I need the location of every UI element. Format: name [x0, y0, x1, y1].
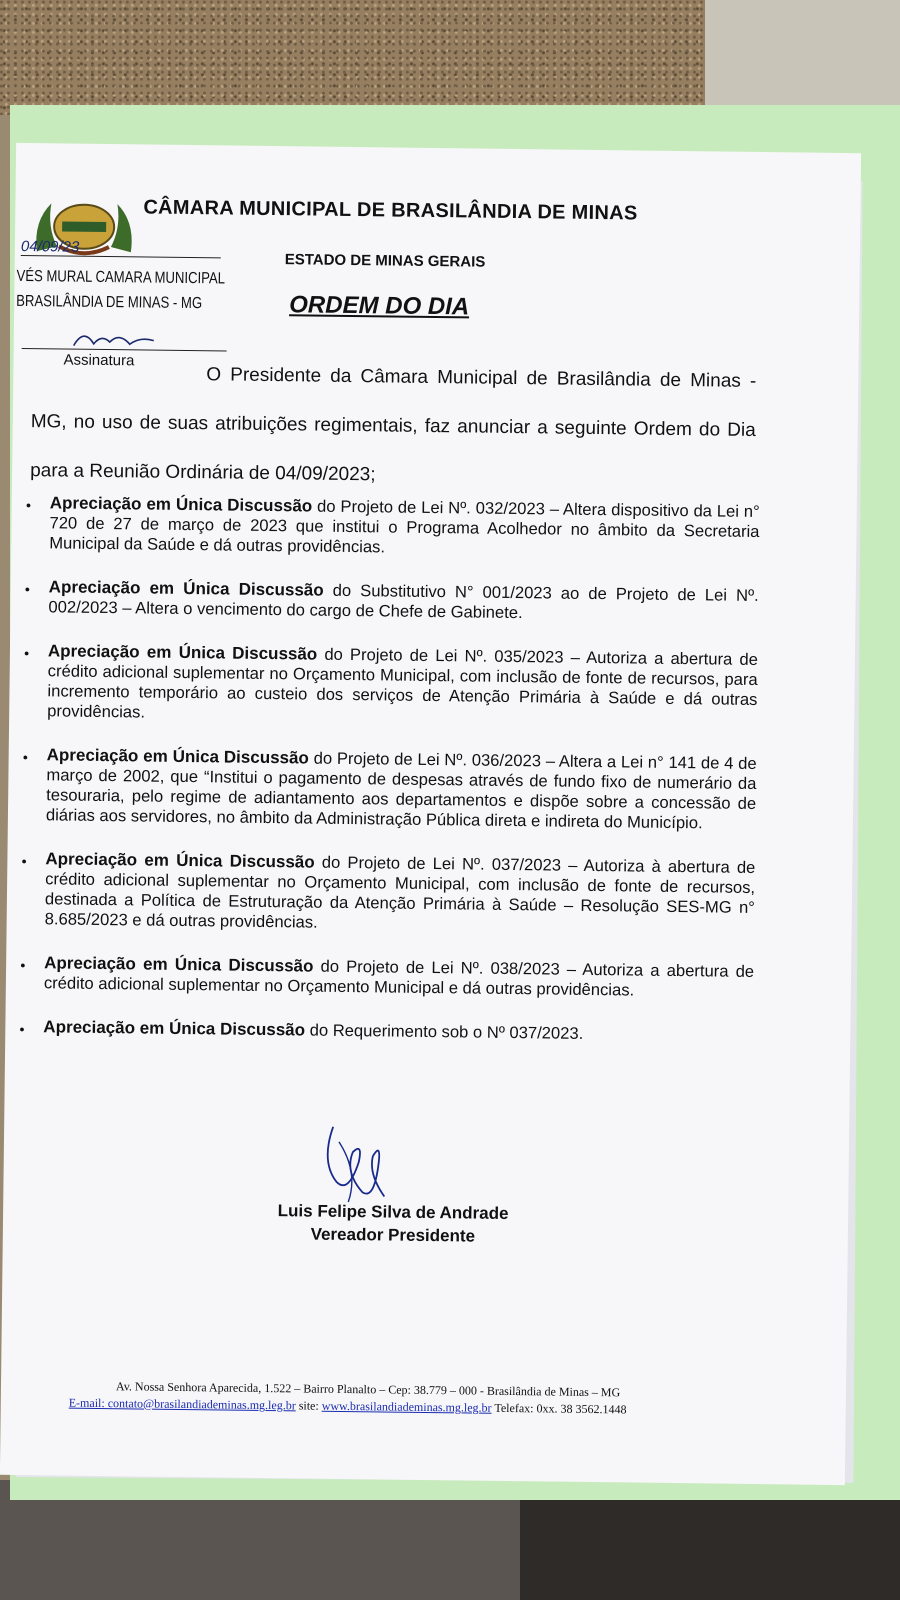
wall-background [705, 0, 900, 115]
stamp-date: 04/09/23 [21, 238, 221, 258]
footer-site-link[interactable]: www.brasilandiademinas.mg.leg.br [321, 1398, 492, 1415]
list-item: ● Apreciação em Única Discussão do Projeto de Lei Nº. 036/2023 – Altera a Lei n° 141 de 4 de março de 2002, que “Institui o pagamento de despesas através de fundo fixo de numerário da tesouraria, pelo regime de adiantamento aos departamentos e dispõe sobre a concessão de diárias aos servidores, no âmbito da Administração Pública direta e indireta do Município. [28, 745, 757, 834]
chamber-title: CÂMARA MUNICIPAL DE BRASILÂNDIA DE MINAS [143, 196, 638, 225]
footer-email-link[interactable]: E-mail: contato@brasilandiademinas.mg.leg.br [68, 1395, 296, 1413]
list-item: ● Apreciação em Única Discussão do Projeto de Lei Nº. 037/2023 – Autoriza à abertura de crédito adicional suplementar no Orçamento Municipal, com inclusão de fonte de recursos, destinada a Política de Estruturação da Atenção Primária à Saúde – Resolução SES-MG n° 8.685/2023 e dá outras providências. [27, 849, 756, 938]
list-item: ● Apreciação em Única Discussão do Projeto de Lei Nº. 035/2023 – Autoriza a abertura de crédito adicional suplementar no Orçamento Municipal, com inclusão de fonte de recursos, para incremento temporário ao custeio dos serviços de Atenção Primária à Saúde e dá outras providências. [29, 641, 758, 730]
intro-paragraph: O Presidente da Câmara Municipal de Brasilândia de Minas - MG, no uso de suas atribuições regimentais, faz anunciar a seguinte Ordem do Dia para a Reunião Ordinária de 04/09/2023; [30, 364, 757, 486]
signer-name: Luis Felipe Silva de Andrade [277, 1201, 509, 1223]
state-subtitle: ESTADO DE MINAS GERAIS [284, 251, 486, 271]
list-item: ● Apreciação em Única Discussão do Requerimento sob o Nº 037/2023. [25, 1017, 753, 1046]
handwritten-signature [318, 1122, 399, 1208]
document-title: ORDEM DO DIA [289, 291, 470, 321]
list-item: ● Apreciação em Única Discussão do Substitutivo N° 001/2023 ao de Projeto de Lei Nº. 002/2023 – Altera o vencimento do cargo de Chefe de Gabinete. [30, 577, 758, 626]
signer-role: Vereador Presidente [310, 1224, 476, 1246]
footer-phone: Telefax: 0xx. 38 3562.1448 [494, 1400, 627, 1417]
document-page [0, 143, 861, 1485]
stamp-line-2: BRASILÂNDIA DE MINAS - MG [16, 292, 203, 313]
stamp-signature-label: Assinatura [63, 351, 135, 370]
list-item: ● Apreciação em Única Discussão do Projeto de Lei Nº. 032/2023 – Altera dispositivo da Lei n° 720 de 27 de março de 2023 que institui o Programa Acolhedor no âmbito da Secretaria Municipal da Saúde e dá outras providências. [31, 493, 760, 562]
cork-board-background [0, 0, 705, 115]
floor-shadow [520, 1500, 900, 1600]
footer-address: Av. Nossa Senhora Aparecida, 1.522 – Bairro Planalto – Cep: 38.779 – 000 - Brasilândia de Minas – MG [115, 1379, 621, 1400]
agenda-list [25, 493, 760, 1046]
list-item: ● Apreciação em Única Discussão do Projeto de Lei Nº. 038/2023 – Autoriza a abertura de crédito adicional suplementar no Orçamento Municipal e dá outras providências. [26, 953, 754, 1002]
stamp-line-1: VÉS MURAL CAMARA MUNICIPAL [16, 267, 226, 288]
stamp-signature-scribble [44, 325, 224, 351]
footer-site-label: site: [298, 1398, 319, 1413]
